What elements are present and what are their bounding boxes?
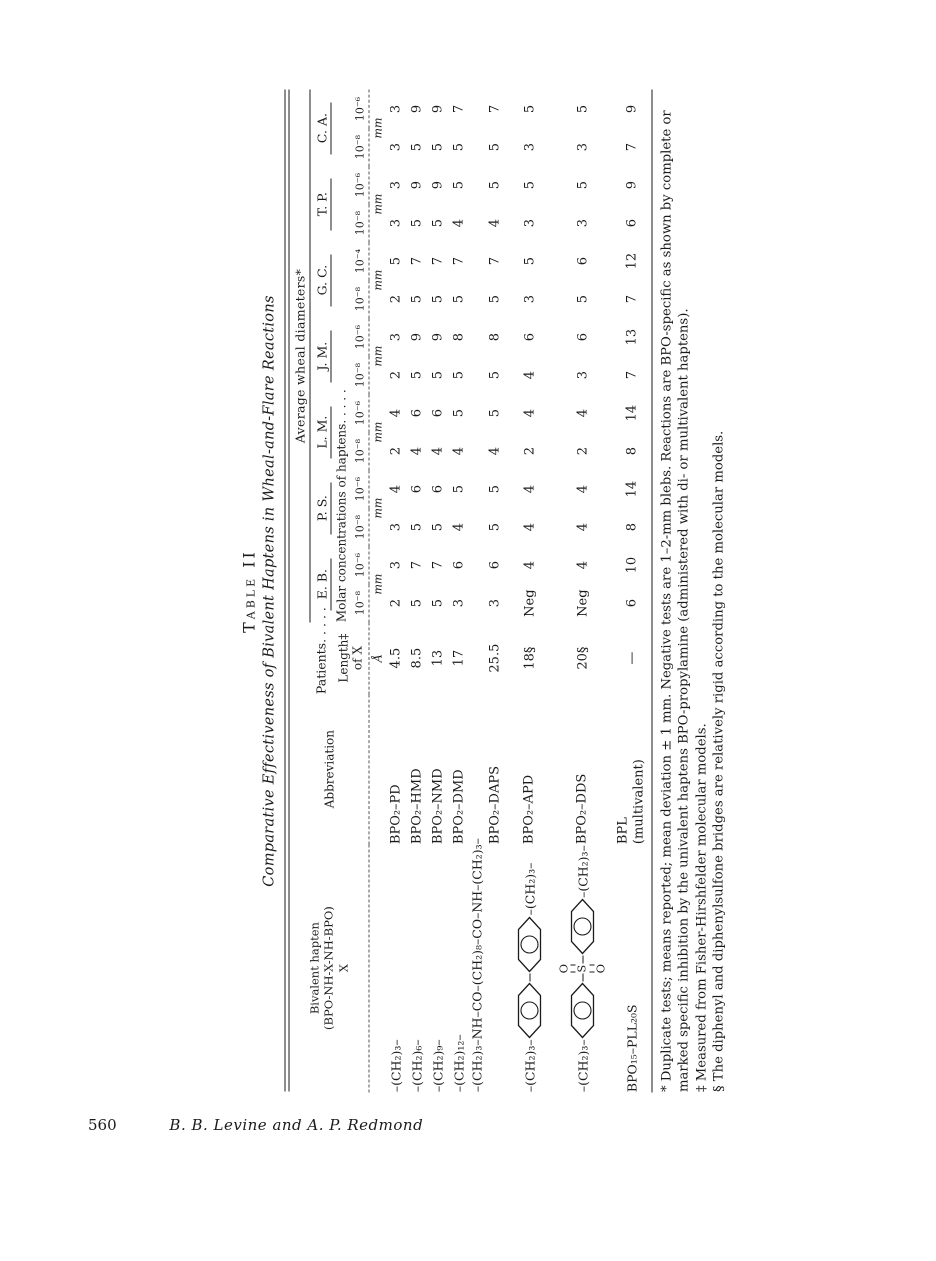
hapten-formula — [485, 844, 506, 1092]
concentration-header: 10⁻⁶ — [353, 325, 366, 350]
table-row — [506, 90, 554, 1092]
wheal-value-cell: 5 — [388, 256, 404, 266]
concentration-header: 10⁻⁶ — [353, 173, 366, 198]
table-title-block — [240, 85, 278, 1098]
wheal-value-cell: 4 — [575, 484, 590, 494]
chain-formula: –(CH₂)₃– — [522, 1039, 537, 1093]
wheal-value-cell: 8 — [624, 522, 639, 532]
wheal-value-cell: 2 — [575, 446, 590, 456]
bond-line — [582, 973, 583, 981]
wheal-value-cell: 5 — [430, 522, 446, 532]
wheal-value-cell: 5 — [430, 370, 446, 380]
wheal-value-cell: 3 — [575, 142, 590, 152]
benzene-ring-icon — [569, 981, 597, 1039]
patient-col-header — [310, 166, 333, 242]
wheal-value-cell: 7 — [624, 294, 639, 304]
wheal-value-cell: 5 — [451, 484, 467, 494]
abbreviation-cell — [612, 694, 653, 844]
wheal-value-cell: 2 — [388, 446, 404, 456]
wheal-value-cell: 5 — [487, 370, 503, 380]
patient-col-header — [310, 394, 333, 470]
header-row-span — [290, 90, 311, 1092]
wheal-value-cell: 4 — [522, 484, 537, 494]
patient-initials: G. C. — [315, 254, 332, 306]
wheal-value-cell: 6 — [575, 256, 590, 266]
wheal-value-cell: 5 — [409, 142, 425, 152]
table-footnotes — [659, 90, 729, 1092]
wheal-value-cell: 5 — [451, 370, 467, 380]
patients-label: Patients. . . . . — [313, 607, 329, 695]
wheal-value-cell: 9 — [409, 180, 425, 190]
hapten-structure — [506, 844, 554, 1092]
wheal-value-cell: 5 — [409, 598, 425, 608]
wheal-value-cell: 3 — [388, 522, 404, 532]
mm-unit: mm — [369, 318, 386, 394]
concentration-header: 10⁻⁴ — [353, 249, 366, 274]
wheal-value-cell: 5 — [487, 180, 503, 190]
wheal-value-cell: 9 — [624, 104, 639, 114]
wheal-value-cell: 4 — [575, 408, 590, 418]
wheal-value-cell: 5 — [430, 294, 446, 304]
footnote-double-dagger: ‡ Measured from Fisher-Hirshfelder molecular models. — [694, 723, 710, 1092]
diphenylsulfone-structure — [558, 844, 607, 1092]
footnote-asterisk: * Duplicate tests; means reported; mean deviation ± 1 mm. Negative tests are 1–2-mm blebs. Reactions are BPO-specific as shown by complete or marked specific inhibition by the univalent haptens BPO-propylamine (administered with di- or multivalent haptens). — [659, 110, 692, 1092]
wheal-value-cell: 5 — [487, 294, 503, 304]
concentration-header: 10⁻⁶ — [353, 553, 366, 578]
patient-col-header — [310, 470, 333, 546]
wheal-value-cell: Neg — [522, 589, 537, 617]
wheal-value-cell: 5 — [430, 142, 446, 152]
hapten-column-header — [290, 844, 370, 1092]
abbreviation-cell: BPO₂–APD — [521, 774, 537, 845]
wheal-value-cell: 5 — [487, 522, 503, 532]
bond-line — [582, 956, 583, 964]
abbreviation-line2: (multivalent) — [631, 759, 647, 845]
wheal-value-cell: 14 — [624, 480, 639, 498]
length-cell: 20§ — [575, 646, 590, 670]
length-cell: 4.5 — [388, 647, 404, 669]
wheal-value-cell: 4 — [388, 484, 404, 494]
wheal-value-cell: 7 — [451, 256, 467, 266]
wheal-value-cell: 7 — [487, 104, 503, 114]
wheal-value-cell: 3 — [522, 218, 537, 228]
page-number: 560 — [88, 1116, 117, 1134]
mm-unit: mm — [369, 90, 386, 166]
wheal-value-cell: 3 — [388, 218, 404, 228]
wheal-value-cell: 9 — [409, 332, 425, 342]
concentration-header: 10⁻⁸ — [353, 211, 366, 236]
patient-col-header — [310, 318, 333, 394]
rotated-table-block — [239, 85, 727, 1098]
empty-cell — [369, 844, 386, 1092]
mm-unit: mm — [369, 394, 386, 470]
concentration-header: 10⁻⁶ — [353, 477, 366, 502]
wheal-value-cell: 8 — [487, 332, 503, 342]
wheal-value-cell: 4 — [451, 446, 467, 456]
wheal-value-cell: 6 — [409, 408, 425, 418]
concentration-header: 10⁻⁶ — [353, 401, 366, 426]
wheal-value-cell: 4 — [451, 218, 467, 228]
length-cell: 17 — [451, 649, 467, 667]
wheal-value-cell: 7 — [430, 256, 446, 266]
wheal-value-cell: 4 — [522, 522, 537, 532]
wheal-value-cell: 6 — [430, 484, 446, 494]
sulfone-group — [558, 964, 607, 973]
hapten-formula: –(CH₂)₃– — [388, 1039, 404, 1093]
chain-formula: –(CH₂)₃– — [575, 1039, 590, 1093]
molar-concentrations-label: Molar concentrations of haptens. . . . . — [334, 389, 349, 623]
length-cell: 18§ — [522, 646, 537, 670]
wheal-value-cell: 6 — [451, 560, 467, 570]
hapten-formula: –(CH₂)₆– — [409, 1039, 425, 1093]
hapten-structure — [554, 844, 612, 1092]
concentration-header: 10⁻⁸ — [353, 591, 366, 616]
wheal-value-cell: 7 — [451, 104, 467, 114]
table-row — [428, 90, 449, 1092]
wheal-value-cell: 9 — [430, 180, 446, 190]
results-table — [290, 90, 653, 1092]
concentration-header: 10⁻⁸ — [353, 363, 366, 388]
wheal-value-cell: 3 — [487, 598, 503, 608]
abbreviation-cell: BPO₂–DMD — [451, 769, 467, 845]
wheal-value-cell: 3 — [575, 218, 590, 228]
wheal-value-cell: 4 — [522, 560, 537, 570]
wheal-value-cell: 2 — [388, 370, 404, 380]
mm-unit: mm — [369, 166, 386, 242]
wheal-value-cell: 5 — [409, 218, 425, 228]
wheal-value-cell: 4 — [487, 446, 503, 456]
wheal-value-cell: 4 — [575, 522, 590, 532]
length-column-header — [333, 622, 370, 694]
table-caption: Table II — [239, 549, 259, 633]
average-wheal-diameters-header: Average wheal diameters* — [290, 90, 311, 622]
wheal-value-cell: 5 — [487, 408, 503, 418]
wheal-value-cell: 6 — [624, 598, 639, 608]
wheal-value-cell: 5 — [451, 180, 467, 190]
wheal-value-cell: 7 — [624, 370, 639, 380]
table-row-daps-formula — [470, 90, 485, 1092]
wheal-value-cell: 8 — [451, 332, 467, 342]
benzene-ring-icon — [516, 915, 544, 973]
concentration-header: 10⁻⁸ — [353, 439, 366, 464]
wheal-value-cell: 5 — [409, 294, 425, 304]
wheal-value-cell: 9 — [430, 332, 446, 342]
concentration-header: 10⁻⁸ — [353, 287, 366, 312]
wheal-value-cell: 2 — [522, 446, 537, 456]
wheal-value-cell: 7 — [624, 142, 639, 152]
concentration-header: 10⁻⁸ — [353, 135, 366, 160]
mm-unit: mm — [369, 242, 386, 318]
wheal-value-cell: 7 — [487, 256, 503, 266]
wheal-value-cell: 4 — [388, 408, 404, 418]
length-cell: — — [624, 651, 639, 665]
abbreviation-column-header: Abbreviation — [322, 729, 336, 809]
mm-unit: mm — [369, 470, 386, 546]
page-footer — [88, 1116, 423, 1134]
abbreviation-cell: BPO₂–NMD — [430, 768, 446, 845]
wheal-value-cell: 3 — [388, 142, 404, 152]
header-row-units — [369, 90, 386, 1092]
running-authors: B. B. Levine and A. P. Redmond — [169, 1116, 424, 1134]
wheal-value-cell: 4 — [575, 560, 590, 570]
sulfur-atom: S — [574, 964, 589, 973]
wheal-value-cell: 6 — [624, 218, 639, 228]
wheal-value-cell: Neg — [575, 589, 590, 617]
wheal-value-cell: 12 — [624, 252, 639, 270]
wheal-value-cell: 7 — [409, 560, 425, 570]
length-header-line1: Length‡ — [336, 633, 351, 683]
footnote-section: § The diphenyl and diphenylsulfone bridges are relatively rigid according to the molecular models. — [711, 430, 727, 1092]
wheal-value-cell: 5 — [451, 294, 467, 304]
wheal-value-cell: 4 — [451, 522, 467, 532]
hapten-header-line3: X — [336, 964, 351, 973]
wheal-value-cell: 5 — [522, 256, 537, 266]
oxygen-atom: O — [593, 963, 608, 974]
wheal-value-cell: 4 — [522, 370, 537, 380]
wheal-value-cell: 3 — [451, 598, 467, 608]
wheal-value-cell: 5 — [430, 218, 446, 228]
biphenyl-structure — [516, 844, 544, 1092]
table-row — [612, 90, 653, 1092]
wheal-value-cell: 9 — [430, 104, 446, 114]
wheal-value-cell: 2 — [388, 598, 404, 608]
mm-unit: mm — [369, 546, 386, 622]
wheal-value-cell: 4 — [430, 446, 446, 456]
table-row — [449, 90, 470, 1092]
wheal-value-cell: 5 — [451, 142, 467, 152]
wheal-value-cell: 6 — [430, 408, 446, 418]
abbreviation-cell: BPO₂–PD — [388, 784, 404, 845]
wheal-value-cell: 13 — [624, 328, 639, 346]
wheal-value-cell: 5 — [451, 408, 467, 418]
length-unit: Å — [369, 622, 386, 694]
wheal-value-cell: 4 — [487, 218, 503, 228]
chain-formula: –(CH₂)₃– — [575, 845, 590, 898]
wheal-value-cell: 6 — [575, 332, 590, 342]
patient-col-header — [310, 242, 333, 318]
wheal-value-cell: 5 — [487, 142, 503, 152]
empty-header-cell — [290, 622, 311, 694]
benzene-ring-icon — [569, 898, 597, 956]
length-cell: 8.5 — [409, 647, 425, 669]
wheal-value-cell: 5 — [409, 522, 425, 532]
wheal-value-cell: 6 — [522, 332, 537, 342]
wheal-value-cell: 7 — [409, 256, 425, 266]
wheal-value-cell: 9 — [624, 180, 639, 190]
wheal-value-cell: 7 — [430, 560, 446, 570]
wheal-value-cell: 5 — [430, 598, 446, 608]
chain-formula: –(CH₂)₃– — [522, 862, 537, 916]
wheal-value-cell: 4 — [409, 446, 425, 456]
table-row — [554, 90, 612, 1092]
hapten-formula: BPO₁₅–PLL₂₀S — [624, 1004, 639, 1093]
hapten-header-line1: Bivalent hapten — [307, 922, 322, 1015]
wheal-value-cell: 5 — [575, 180, 590, 190]
wheal-value-cell: 5 — [575, 294, 590, 304]
hapten-formula: –(CH₂)₁₂– — [451, 1034, 467, 1093]
hapten-formula: –(CH₂)₉– — [430, 1039, 446, 1093]
patient-initials: J. M. — [315, 330, 332, 382]
table-row — [386, 90, 407, 1092]
wheal-value-cell: 2 — [388, 294, 404, 304]
patient-initials: P. S. — [315, 482, 332, 534]
wheal-value-cell: 5 — [487, 484, 503, 494]
patient-initials: E. B. — [315, 558, 332, 610]
wheal-value-cell: 3 — [388, 332, 404, 342]
wheal-value-cell: 5 — [522, 180, 537, 190]
table-row — [485, 90, 506, 1092]
wheal-value-cell: 4 — [522, 408, 537, 418]
hapten-header-line2: (BPO-NH-X-NH-BPO) — [321, 906, 336, 1030]
wheal-value-cell: 10 — [624, 556, 639, 574]
wheal-value-cell: 3 — [575, 370, 590, 380]
patient-initials: L. M. — [315, 406, 332, 458]
bond-line — [529, 973, 530, 981]
wheal-value-cell: 8 — [624, 446, 639, 456]
wheal-value-cell: 9 — [409, 104, 425, 114]
empty-cell — [369, 694, 386, 844]
wheal-value-cell: 3 — [388, 180, 404, 190]
concentration-header: 10⁻⁶ — [353, 96, 366, 122]
wheal-value-cell: 5 — [409, 370, 425, 380]
wheal-value-cell: 3 — [388, 104, 404, 114]
table-row — [407, 90, 428, 1092]
abbreviation-cell: BPO₂–HMD — [409, 768, 425, 845]
length-header-line2: of X — [350, 646, 365, 671]
patient-col-header — [310, 90, 333, 166]
wheal-value-cell: 14 — [624, 404, 639, 422]
wheal-value-cell: 3 — [522, 294, 537, 304]
abbreviation-line1: BPL — [615, 817, 631, 845]
wheal-value-cell: 3 — [388, 560, 404, 570]
patient-initials: T. P. — [315, 178, 332, 230]
wheal-value-cell: 5 — [522, 104, 537, 114]
wheal-value-cell: 3 — [522, 142, 537, 152]
patient-initials: C. A. — [315, 102, 332, 154]
benzene-ring-icon — [516, 981, 544, 1039]
table-title: Comparative Effectiveness of Bivalent Haptens in Wheal-and-Flare Reactions — [261, 295, 278, 887]
length-cell: 25.5 — [487, 643, 503, 673]
wheal-value-cell: 6 — [409, 484, 425, 494]
oxygen-atom: O — [556, 963, 571, 974]
wheal-value-cell: 6 — [487, 560, 503, 570]
concentration-header: 10⁻⁸ — [353, 515, 366, 540]
abbreviation-cell: BPO₂–DAPS — [487, 765, 503, 845]
abbreviation-cell: BPO₂–DDS — [574, 773, 590, 845]
length-cell: 13 — [430, 649, 446, 667]
hapten-formula-long: –(CH₂)₃–NH–CO–(CH₂)₈–CO–NH–(CH₂)₃– — [469, 838, 485, 1093]
wheal-value-cell: 5 — [575, 104, 590, 114]
